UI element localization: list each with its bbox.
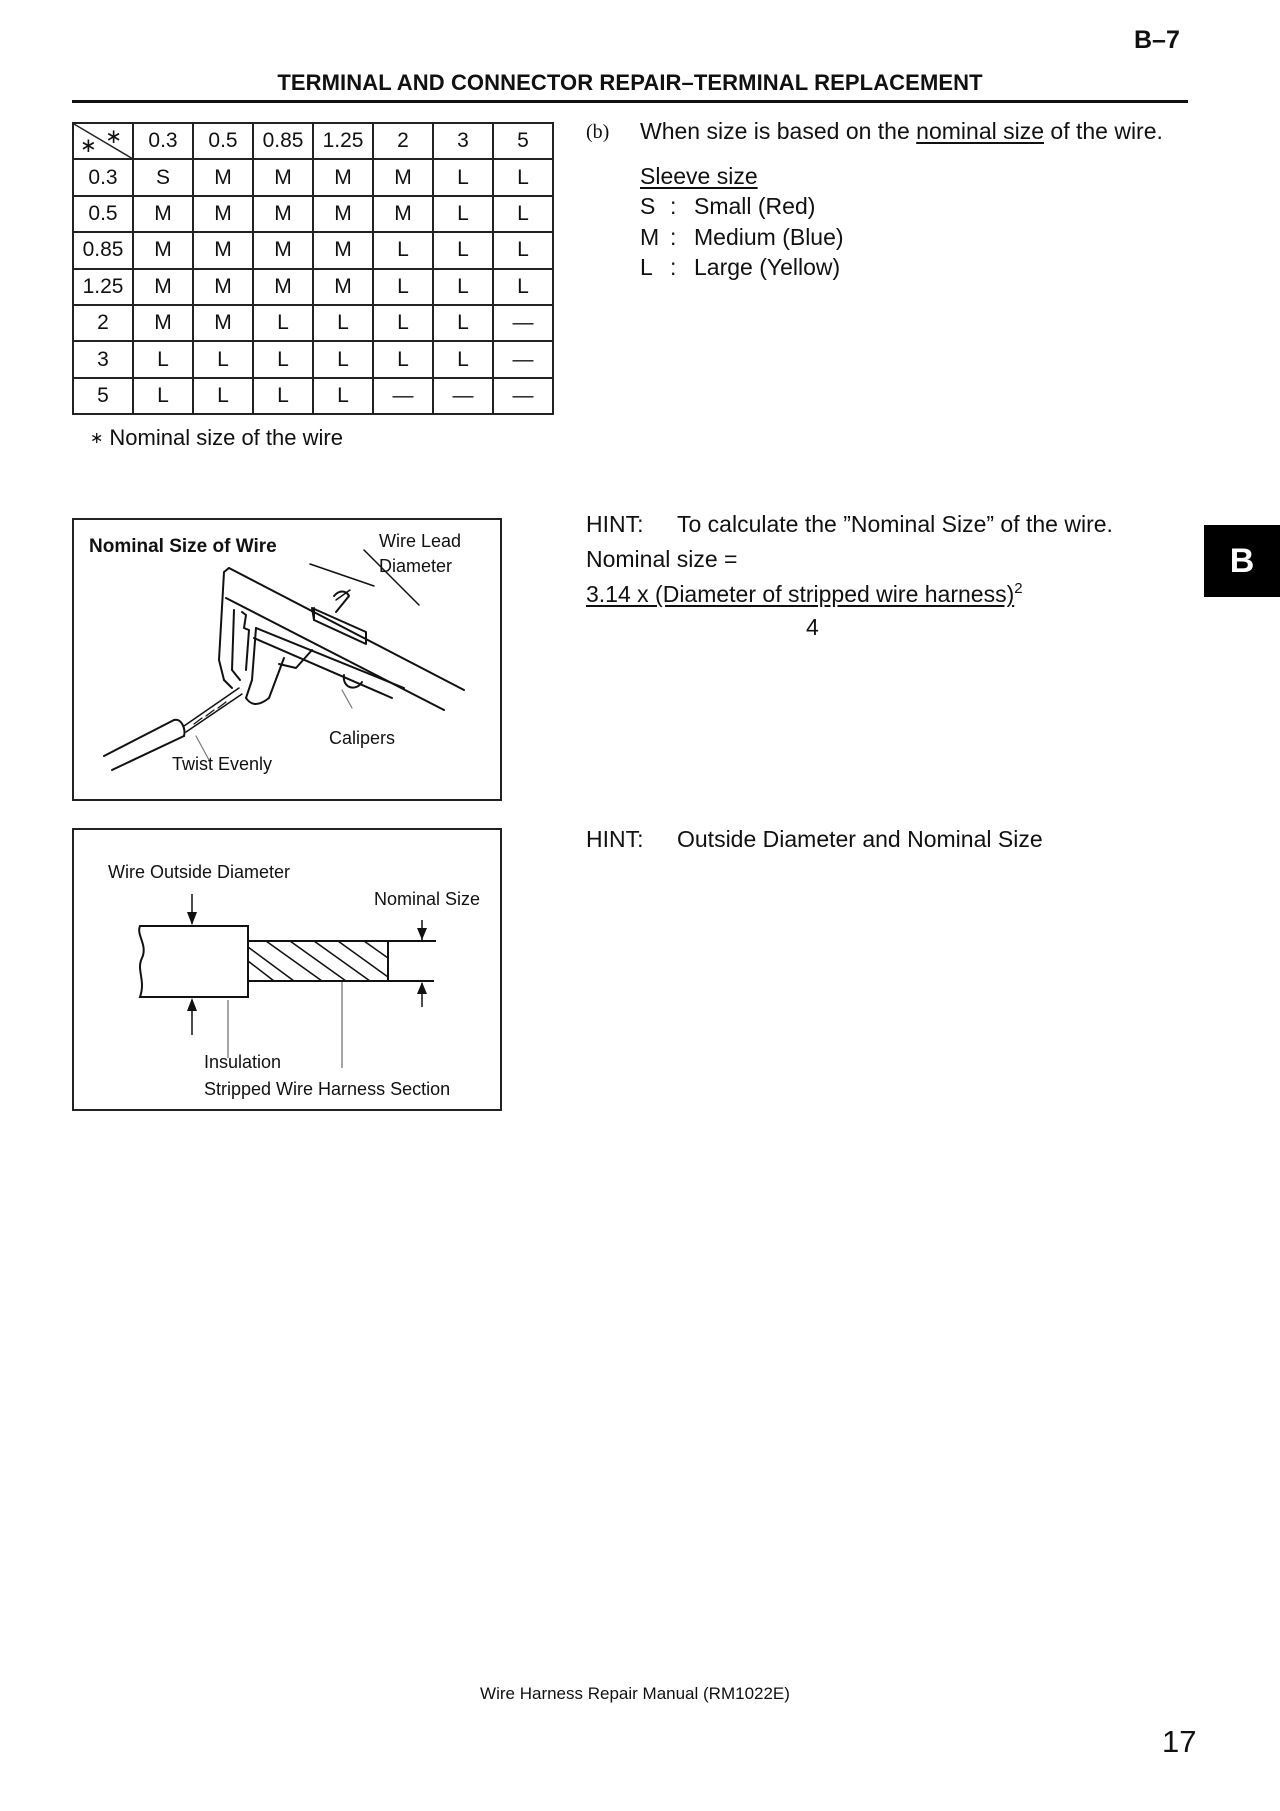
table-cell: M <box>193 159 253 195</box>
table-cell: L <box>193 378 253 414</box>
table-cell: L <box>133 378 193 414</box>
formula-numerator <box>586 580 1023 608</box>
sleeve-key: S <box>640 193 656 219</box>
numerator-text: 3.14 x (Diameter of stripped wire harness) <box>586 581 1015 607</box>
column-header: 1.25 <box>313 123 373 159</box>
table-cell: M <box>193 269 253 305</box>
table-cell: L <box>253 341 313 377</box>
table-cell: L <box>433 269 493 305</box>
row-header: 0.85 <box>73 232 133 268</box>
corner-mark-left: ∗ <box>80 135 97 158</box>
table-cell: L <box>313 378 373 414</box>
label-twist-evenly: Twist Evenly <box>172 754 273 774</box>
table-cell: L <box>373 232 433 268</box>
label-insulation: Insulation <box>204 1052 282 1072</box>
corner-mark-top: ∗ <box>105 126 122 148</box>
table-cell: L <box>253 378 313 414</box>
sleeve-sep: : <box>670 224 677 250</box>
table-row <box>73 159 553 195</box>
table-cell: L <box>433 232 493 268</box>
sleeve-size-item <box>640 254 840 281</box>
label-diameter: Diameter <box>379 556 453 576</box>
hint-text: Outside Diameter and Nominal Size <box>677 826 1043 852</box>
footer-manual-title: Wire Harness Repair Manual (RM1022E) <box>480 1684 790 1703</box>
table-cell: S <box>133 159 193 195</box>
table-cell: M <box>253 269 313 305</box>
table-cell: M <box>373 159 433 195</box>
table-cell: M <box>193 305 253 341</box>
equation-lhs: Nominal size = <box>586 546 738 572</box>
table-cell: M <box>313 196 373 232</box>
label-wire-lead: Wire Lead <box>379 531 462 551</box>
table-cell: M <box>133 269 193 305</box>
table-cell: M <box>253 159 313 195</box>
column-header: 3 <box>433 123 493 159</box>
hint-text: To calculate the ”Nominal Size” of the wire. <box>677 511 1113 537</box>
table-cell: M <box>313 269 373 305</box>
table-cell: M <box>373 196 433 232</box>
table-cell: L <box>373 341 433 377</box>
table-corner-cell <box>73 123 133 159</box>
exponent: 2 <box>1014 580 1023 597</box>
table-row <box>73 232 553 268</box>
sleeve-sep: : <box>670 193 677 219</box>
row-header: 5 <box>73 378 133 414</box>
table-cell: — <box>493 378 553 414</box>
table-cell: — <box>373 378 433 414</box>
step-text-after: of the wire. <box>1044 118 1163 144</box>
table-cell: M <box>133 232 193 268</box>
table-row <box>73 196 553 232</box>
table-cell: L <box>433 341 493 377</box>
section-tab-b: B <box>1204 525 1280 597</box>
step-text-before: When size is based on the <box>640 118 917 144</box>
sleeve-sep: : <box>670 254 677 280</box>
column-header: 0.85 <box>253 123 313 159</box>
table-cell: L <box>433 196 493 232</box>
sleeve-size-table <box>72 122 554 415</box>
table-cell: — <box>433 378 493 414</box>
hint-outside-diameter <box>586 826 1043 853</box>
hint-nominal-size <box>586 511 1113 538</box>
table-cell: L <box>313 341 373 377</box>
label-calipers: Calipers <box>329 728 396 748</box>
row-header: 3 <box>73 341 133 377</box>
footnote-text: Nominal size of the wire <box>109 425 343 450</box>
formula-denominator: 4 <box>806 614 819 640</box>
table-row <box>73 305 553 341</box>
table-header-row <box>73 123 553 159</box>
hint-label: HINT: <box>586 511 644 537</box>
table-cell: L <box>313 305 373 341</box>
row-header: 0.3 <box>73 159 133 195</box>
table-row <box>73 341 553 377</box>
page-id: B–7 <box>1134 26 1180 54</box>
step-label: (b) <box>586 121 610 143</box>
table-footnote <box>90 425 343 451</box>
column-header: 0.5 <box>193 123 253 159</box>
table-cell: M <box>193 232 253 268</box>
sleeve-size-item <box>640 224 844 251</box>
table-row <box>73 269 553 305</box>
sleeve-key: M <box>640 224 660 250</box>
sleeve-desc: Medium (Blue) <box>694 224 844 250</box>
sleeve-key: L <box>640 254 653 280</box>
footnote-mark: ∗ <box>90 430 104 447</box>
hint-label: HINT: <box>586 826 644 852</box>
page-number: 17 <box>1162 1724 1197 1759</box>
table-cell: M <box>253 232 313 268</box>
table-cell: M <box>313 159 373 195</box>
sleeve-desc: Small (Red) <box>694 193 816 219</box>
step-text-underlined: nominal size <box>916 118 1045 144</box>
table-cell: M <box>253 196 313 232</box>
row-header: 0.5 <box>73 196 133 232</box>
column-header: 0.3 <box>133 123 193 159</box>
column-header: 5 <box>493 123 553 159</box>
label-nominal-size: Nominal Size <box>374 889 481 909</box>
table-cell: L <box>253 305 313 341</box>
table-cell: L <box>493 232 553 268</box>
label-stripped-section: Stripped Wire Harness Section <box>204 1079 451 1099</box>
table-cell: M <box>193 196 253 232</box>
table-cell: L <box>433 305 493 341</box>
table-row <box>73 378 553 414</box>
column-header: 2 <box>373 123 433 159</box>
table-cell: L <box>373 305 433 341</box>
table-body <box>73 159 553 414</box>
table-cell: — <box>493 305 553 341</box>
sleeve-size-title: Sleeve size <box>640 163 758 189</box>
table-cell: L <box>493 196 553 232</box>
table-cell: L <box>493 159 553 195</box>
table-cell: M <box>133 305 193 341</box>
table-cell: L <box>373 269 433 305</box>
figure-outside-diameter <box>72 828 502 1111</box>
figure-nominal-size-calipers <box>72 518 502 801</box>
table-cell: L <box>193 341 253 377</box>
figure-title: Nominal Size of Wire <box>89 536 277 557</box>
header-rule <box>72 100 1188 103</box>
table-cell: L <box>133 341 193 377</box>
step-text <box>640 118 1163 145</box>
table-cell: M <box>313 232 373 268</box>
sleeve-size-item <box>640 193 815 220</box>
section-title: TERMINAL AND CONNECTOR REPAIR–TERMINAL REPLACEMENT <box>277 70 983 95</box>
label-wire-outside-diameter: Wire Outside Diameter <box>108 862 291 882</box>
table-cell: — <box>493 341 553 377</box>
row-header: 1.25 <box>73 269 133 305</box>
sleeve-desc: Large (Yellow) <box>694 254 841 280</box>
table-cell: L <box>433 159 493 195</box>
row-header: 2 <box>73 305 133 341</box>
table-cell: L <box>493 269 553 305</box>
table-cell: M <box>133 196 193 232</box>
